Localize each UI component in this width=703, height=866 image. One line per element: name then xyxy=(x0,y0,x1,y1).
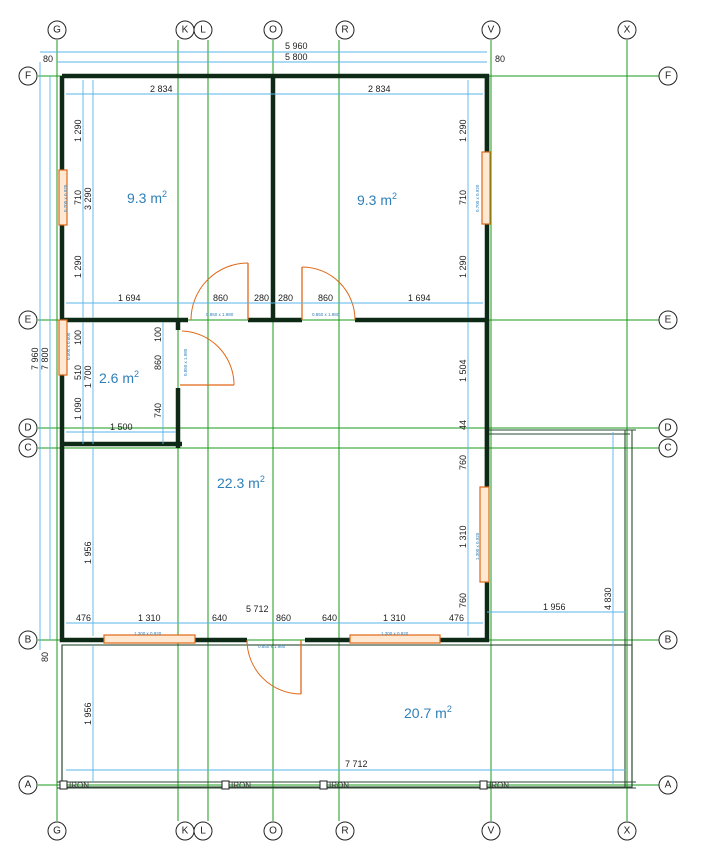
svg-text:B: B xyxy=(24,634,32,646)
svg-text:IRON: IRON xyxy=(231,781,251,790)
window-bath-tag: 0.500 x 0.600 xyxy=(66,332,71,360)
bubble-r-bottom xyxy=(336,822,354,840)
svg-text:K: K xyxy=(181,24,189,36)
dim-wall-left: 280 xyxy=(254,293,270,303)
doors xyxy=(180,263,355,694)
dim-top-right-room: 2 834 xyxy=(368,84,391,94)
dim-front-640-right: 640 xyxy=(322,613,338,623)
dim-corridor-left: 1 694 xyxy=(118,293,141,303)
bubble-c-left xyxy=(19,439,37,457)
dim-front-476-right: 476 xyxy=(449,613,465,623)
dim-bath-window: 510 xyxy=(73,364,83,380)
dimension-labels xyxy=(30,41,613,769)
dim-corridor-right: 1 694 xyxy=(408,293,431,303)
bubble-g-top xyxy=(48,21,66,39)
svg-text:L: L xyxy=(200,24,206,36)
bubble-v-top xyxy=(482,21,500,39)
window-right-top-tag: 0.700 x 0.920 xyxy=(475,184,480,212)
walls xyxy=(62,76,487,640)
bubble-a-right xyxy=(659,776,677,794)
iron-post-3 xyxy=(320,781,349,790)
dimension-lines xyxy=(40,52,626,784)
window-right-top xyxy=(482,152,490,224)
bubble-d-right xyxy=(659,419,677,437)
dim-terrace-length: 4 830 xyxy=(603,587,613,610)
bubble-c-right xyxy=(659,439,677,457)
svg-text:O: O xyxy=(269,24,277,36)
dim-right-mid: 760 xyxy=(458,454,468,470)
svg-text:K: K xyxy=(181,825,189,837)
dim-front-640-left: 640 xyxy=(212,613,228,623)
svg-text:G: G xyxy=(53,24,61,36)
dim-bath-door: 860 xyxy=(153,354,163,370)
dim-left-total: 3 290 xyxy=(83,187,93,210)
dim-left-window: 710 xyxy=(73,189,83,205)
bubble-r-top xyxy=(336,21,354,39)
bubble-l-bottom xyxy=(194,822,212,840)
dim-bath-door-top: 100 xyxy=(153,326,163,342)
bubble-l-top xyxy=(194,21,212,39)
dim-bath-wall: 740 xyxy=(153,402,163,418)
svg-text:C: C xyxy=(664,442,672,454)
dim-overall-height: 7 960 xyxy=(30,347,40,370)
svg-text:D: D xyxy=(24,422,32,434)
dim-bath-width: 1 500 xyxy=(110,422,133,432)
iron-post-2 xyxy=(222,781,251,790)
dim-living-left: 1 956 xyxy=(83,541,93,564)
svg-text:E: E xyxy=(664,314,672,326)
door-front-tag: 0.850 x 1.980 xyxy=(258,644,286,649)
svg-text:X: X xyxy=(623,24,631,36)
svg-text:V: V xyxy=(487,825,495,837)
dim-overall-width: 5 960 xyxy=(285,41,308,51)
svg-text:IRON: IRON xyxy=(69,781,89,790)
bubble-g-bottom xyxy=(48,822,66,840)
bubble-a-left xyxy=(19,776,37,794)
area-living: 22.3 $m^2$ xyxy=(217,474,265,491)
svg-text:B: B xyxy=(664,634,672,646)
dim-wall-right: 280 xyxy=(278,293,294,303)
dim-inner-height: 7 800 xyxy=(40,347,50,370)
svg-text:D: D xyxy=(664,422,672,434)
dim-right-corridor: 1 504 xyxy=(458,359,468,382)
bubble-d-left xyxy=(19,419,37,437)
dim-terrace-front: 1 956 xyxy=(83,702,93,725)
area-bedroom-right: 9.3 $m^2$ xyxy=(357,191,398,208)
bubble-x-top xyxy=(618,21,636,39)
dim-right-low: 760 xyxy=(458,592,468,608)
window-front-left-tag: 1.300 x 0.920 xyxy=(134,631,162,636)
area-bedroom-left: 9.3 $m^2$ xyxy=(127,189,168,206)
svg-text:IRON: IRON xyxy=(489,781,509,790)
area-terrace: 20.7 $m^2$ xyxy=(404,704,452,721)
dim-main-width: 5 712 xyxy=(246,604,269,614)
bubble-e-left xyxy=(19,311,37,329)
door-left-tag: 0.850 x 1.980 xyxy=(206,312,234,317)
dim-bath-height: 1 700 xyxy=(83,365,93,388)
bubble-f-left xyxy=(19,67,37,85)
dim-left-upper: 1 290 xyxy=(73,119,83,142)
dim-bath-lower: 1 090 xyxy=(73,397,83,420)
bubble-b-left xyxy=(19,631,37,649)
svg-text:F: F xyxy=(664,70,672,82)
bubble-b-right xyxy=(659,631,677,649)
dim-front-door: 860 xyxy=(276,613,292,623)
svg-text:R: R xyxy=(341,825,349,837)
bubble-k-top xyxy=(176,21,194,39)
window-front-right xyxy=(350,635,440,643)
svg-text:R: R xyxy=(341,24,349,36)
dim-right-lower: 1 290 xyxy=(458,255,468,278)
dim-inner-width: 5 800 xyxy=(285,52,308,62)
svg-text:O: O xyxy=(269,825,277,837)
svg-text:C: C xyxy=(24,442,32,454)
svg-text:A: A xyxy=(24,779,32,791)
window-right-side-tag: 1.300 x 0.920 xyxy=(475,532,480,560)
svg-text:F: F xyxy=(24,70,32,82)
dim-right-step: 44 xyxy=(458,419,468,430)
dim-right-window: 710 xyxy=(458,189,468,205)
window-right-side xyxy=(480,487,489,582)
dim-terrace-width: 7 712 xyxy=(345,759,368,769)
door-right-tag: 0.850 x 1.980 xyxy=(312,312,340,317)
bubble-o-top xyxy=(264,21,282,39)
dim-front-win-left: 1 310 xyxy=(138,613,161,623)
window-front-left xyxy=(104,635,195,643)
dim-bath-top: 100 xyxy=(73,329,83,345)
svg-text:E: E xyxy=(24,314,32,326)
dim-right-window: 1 310 xyxy=(458,525,468,548)
svg-text:V: V xyxy=(487,24,495,36)
bubble-o-bottom xyxy=(264,822,282,840)
dim-offset-left: 80 xyxy=(43,54,54,64)
dim-offset-right: 80 xyxy=(495,54,506,64)
window-front-right-tag: 1.300 x 0.920 xyxy=(381,631,409,636)
bubble-f-right xyxy=(659,67,677,85)
dim-right-upper: 1 290 xyxy=(458,119,468,142)
dim-door-left: 860 xyxy=(213,293,229,303)
door-bath-tag: 0.850 x 1.980 xyxy=(183,348,188,376)
svg-text:A: A xyxy=(664,779,672,791)
window-left-top-tag: 0.700 x 0.920 xyxy=(63,184,68,212)
dim-front-win-right: 1 310 xyxy=(383,613,406,623)
dim-terrace-side: 1 956 xyxy=(543,602,566,612)
bubble-x-bottom xyxy=(618,822,636,840)
svg-text:L: L xyxy=(200,825,206,837)
dim-door-right: 860 xyxy=(318,293,334,303)
bubble-e-right xyxy=(659,311,677,329)
iron-post-1 xyxy=(60,781,89,790)
dim-top-left-room: 2 834 xyxy=(150,84,173,94)
dim-left-lower: 1 290 xyxy=(73,255,83,278)
area-bathroom: 2.6 $m^2$ xyxy=(99,369,140,386)
bubble-v-bottom xyxy=(482,822,500,840)
bubble-k-bottom xyxy=(176,822,194,840)
svg-text:IRON: IRON xyxy=(329,781,349,790)
dim-bottom-offset: 80 xyxy=(40,651,50,662)
dim-front-476-left: 476 xyxy=(76,613,92,623)
iron-post-4 xyxy=(480,781,509,790)
svg-text:X: X xyxy=(623,825,631,837)
svg-text:G: G xyxy=(53,825,61,837)
